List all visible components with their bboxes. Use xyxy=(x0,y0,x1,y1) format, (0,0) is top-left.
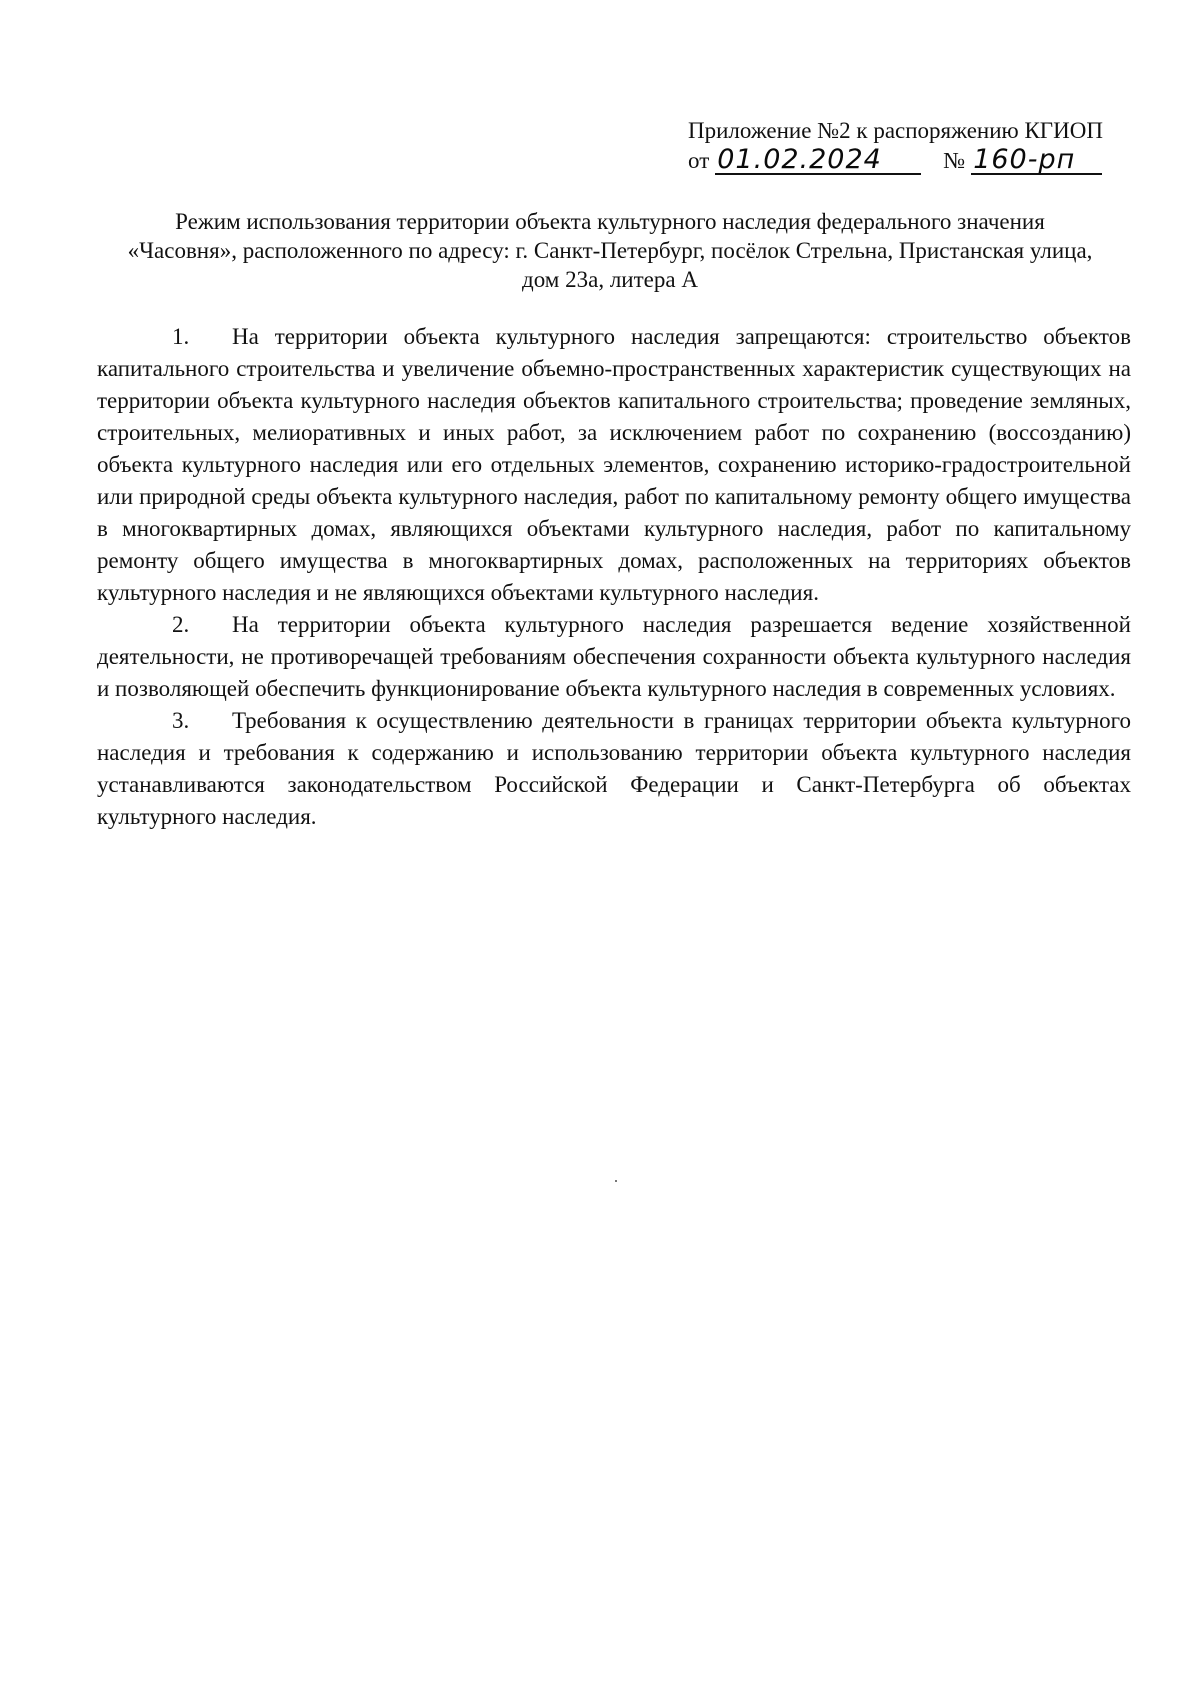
paragraph-number: 1. xyxy=(172,324,190,349)
appendix-date-number xyxy=(688,146,1128,176)
paragraph-2 xyxy=(97,609,1131,705)
appendix-header xyxy=(688,116,1128,176)
paragraph-1 xyxy=(97,321,1131,609)
paragraph-text: На территории объекта культурного наследия разрешается ведение хозяйственной деятельности, не противоречащей требованиям обеспечения сохранности объекта культурного наследия и позволяющей обеспечить функционирование объекта культурного наследия в современных условиях. xyxy=(97,612,1131,701)
paragraph-text: На территории объекта культурного наследия запрещаются: строительство объектов капитального строительства и увеличение объемно-пространственных характеристик существующих на территории объекта культурного наследия объектов капитального строительства; проведение земляных, строительных, мелиоративных и иных работ, за исключением работ по сохранению (воссозданию) объекта культурного наследия или его отдельных элементов, сохранению историко-градостроительной или природной среды объекта культурного наследия, работ по капитальному ремонту общего имущества в многоквартирных домах, являющихся объектами культурного наследия, работ по капитальному ремонту общего имущества в многоквартирных домах, расположенных на территориях объектов культурного наследия и не являющихся объектами культурного наследия. xyxy=(97,324,1131,605)
paragraph-number: 3. xyxy=(172,708,190,733)
title-line-3: дом 23а, литера А xyxy=(522,267,698,292)
handwritten-number: 160-рп xyxy=(971,147,1102,175)
title-line-2: «Часовня», расположенного по адресу: г. Санкт-Петербург, посёлок Стрельна, Пристанская улица, xyxy=(127,238,1093,263)
document-body xyxy=(97,321,1131,833)
document-title xyxy=(90,207,1130,294)
handwritten-date: 01.02.2024 xyxy=(715,147,921,175)
title-line-1: Режим использования территории объекта культурного наследия федерального значения xyxy=(175,209,1045,234)
paragraph-3 xyxy=(97,705,1131,833)
number-prefix: № xyxy=(943,148,966,173)
scan-speck xyxy=(615,1180,617,1182)
paragraph-text: Требования к осуществлению деятельности в границах территории объекта культурного наследия и требования к содержанию и использованию территории объекта культурного наследия устанавливаются законодательством Российской Федерации и Санкт-Петербурга об объектах культурного наследия. xyxy=(97,708,1131,829)
appendix-reference: Приложение №2 к распоряжению КГИОП xyxy=(688,118,1103,143)
paragraph-number: 2. xyxy=(172,612,190,637)
date-prefix: от xyxy=(688,148,710,173)
